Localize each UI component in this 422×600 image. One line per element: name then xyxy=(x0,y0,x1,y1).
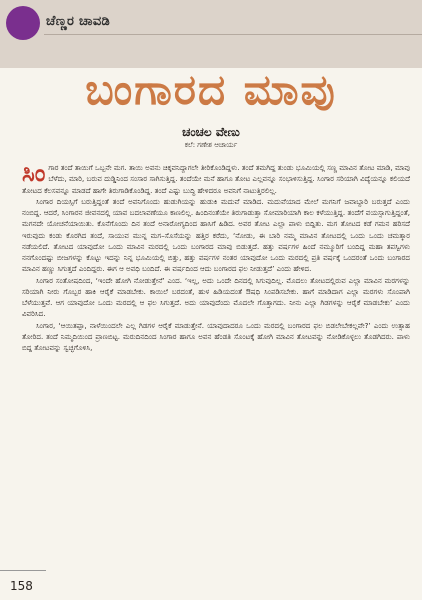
header-band xyxy=(0,0,422,68)
page-number: 158 xyxy=(10,579,33,593)
artist-credit: ಕಲೆ: ಗಣೇಶ ಆಚಾರ್ಯ xyxy=(184,141,238,149)
body-paragraph: ಸಿಂಗಾರ ದಿಯಸ್ಸಿಗೆ ಬರುತ್ತಿದ್ದಂತೆ ತಂದೆ ಅವನಿಗೊಂದು ಹುಡುಗಿಯನ್ನು ಹುಡುಕಿ ಮದುವೆ ಮಾಡಿದ. ಮದುವೆಯಾದ ಮೇಲೆ ಮಗನಿಗೆ ಜವಾಬ್ದಾರಿ ಬರುತ್ತದೆ ಎಂದು ನಂಬಿದ್ದ. ಆದರೆ, ಸಿಂಗಾರನ ಜೀವನದಲ್ಲಿ ಯಾವ ಬದಲಾವಣೆಯೂ ಕಾಣಲಿಲ್ಲ. ಹಿಂದಿನಂತೆಯೇ ತಿರುಗಾಡುತ್ತಾ ಸೋಮಾರಿಯಾಗಿ ಕಾಲ ಕಳೆಯುತ್ತಿದ್ದ. ತಂದೆಗೆ ವಯಸ್ಸಾಗುತ್ತಿದ್ದಂತೆ, ಮಗನದೇ ಯೋಚನೆಯಾಯಿತು. ಕೊನೆಗೊಂದು ದಿನ ತಂದೆ ಅನಾರೋಗ್ಯದಿಂದ ಹಾಸಿಗೆ ಹಿಡಿದ. ಅವರ ತೋಟ ಎಲ್ಲಾ ಪಾಳು ಬಿದ್ದಿತು. ಮಗ ತೋಟದ ಕಡೆ ಗಮನ ಹರಿಸದೆ ಇರುವುದು ಕಂಡು ಕೊರಗಿದ ತಂದೆ, ಸಾಯುವ ಮುನ್ನ ಮಗ–ಸೊಸೆಯನ್ನು ಹತ್ತಿರ ಕರೆದು, ‘ನೋಡು, ಈ ಬಾರಿ ನಮ್ಮ ಮಾವಿನ ತೋಟದಲ್ಲಿ ಒಂದು ಒಂದು ಚಮತ್ಕಾರ ನಡೆಯಲಿದೆ. ತೋಟದ ಯಾವುದೋ ಒಂದು ಮಾವಿನ ಮರದಲ್ಲಿ ಒಂದು ಬಂಗಾರದ ಮಾವು ಬಿಡುತ್ತದೆ. ಹತ್ತು ವರ್ಷಗಳ ಹಿಂದೆ ನಮ್ಮೂರಿಗೆ ಬಂದಿದ್ದ ಮಹಾ ತಪಸ್ವಿಗಳು ನನಗೊಂದಷ್ಟು ಬೀಜಗಳನ್ನು ಕೊಟ್ಟು ಇದನ್ನು ನಿನ್ನ ಭೂಮಿಯಲ್ಲಿ ಬಿತ್ತು, ಹತ್ತು ವರ್ಷಗಳ ನಂತರ ಯಾವುದೋ ಒಂದು ಮರದಲ್ಲಿ ಪ್ರತಿ ವರ್ಷಕ್ಕೆ ಒಂದರಂತೆ ಒಂದು ಬಂಗಾರದ ಮಾವಿನ ಹಣ್ಣು ಸಿಗುತ್ತದೆ ಎಂದಿದ್ದರು. ಈಗ ಆ ಅವಧಿ ಬಂದಿದೆ. ಈ ವರ್ಷದಿಂದ ಆದು ಬಂಗಾರದ ಫಲ ನೀಡುತ್ತದೆ’ ಎಂದು ಹೇಳಿದ. xyxy=(22,196,410,274)
drop-cap: ಸಿಂ xyxy=(22,162,46,187)
body-paragraph: ಸಿಂಗಾರ ಸಂತೋಷದಿಂದ, ‘ಇಂದೇ ಹೋಗಿ ನೋಡುತ್ತೇನೆ’ ಎಂದ. ‘ಇಲ್ಲ, ಅದು ಒಂದೇ ದಿನದಲ್ಲಿ ಸಿಗುವುದಿಲ್ಲ. ಮೊದಲು ತೋಟದಲ್ಲಿರುವ ಎಲ್ಲಾ ಮಾವಿನ ಮರಗಳನ್ನು ಸರಿಯಾಗಿ ನೀರು ಗೊಬ್ಬರ ಹಾಕಿ ಆರೈಕೆ ಮಾಡಬೇಕು. ಕಾಯಿಲೆ ಬರದಂತೆ, ಹುಳ ಹಿಡಿಯದಂತೆ ಔಷಧಿ ಸಿಂಪಡಿಸಬೇಕು. ಹಾಗೆ ಮಾಡಿದಾಗ ಎಲ್ಲಾ ಮರಗಳು ಸೊಂಪಾಗಿ ಬೆಳೆಯುತ್ತವೆ. ಆಗ ಯಾವುದೋ ಒಂದು ಮರದಲ್ಲಿ ಆ ಫಲ ಸಿಗುತ್ತದೆ. ಅದು ಯಾವುದೆಂದು ಮೊದಲೇ ಗೊತ್ತಾಗದು. ನೀನು ಎಲ್ಲಾ ಗಿಡಗಳನ್ನು ಆರೈಕೆ ಮಾಡಬೇಕು’ ಎಂದು ವಿವರಿಸಿದ. xyxy=(22,275,410,319)
paragraph-text: ಗಾರ ತಂದೆ ತಾಯಿಗೆ ಒಬ್ಬನೇ ಮಗ. ತಾಯಿ ಅವನು ಚಿಕ್ಕವನಿದ್ದಾಗಲೇ ತೀರಿಕೊಂಡಿದ್ದಳು. ತಂದೆ ತಮಗಿದ್ದ ತುಂಡು ಭೂಮಿಯಲ್ಲಿ ಸಣ್ಣ ಮಾವಿನ ತೋಟ ಮಾಡಿ, ಮಾವು ಬೆಳೆದು, ಮಾರಿ, ಬರುವ ದುಡ್ಡಿನಿಂದ ಸಂಸಾರ ಸಾಗಿಸುತ್ತಿದ್ದ. ತಂದೆಯೇ ಮನೆ ಹಾಗೂ ತೋಟ ಎಲ್ಲವನ್ನೂ ಸಂಭಾಳಿಸುತ್ತಿದ್ದ. ಸಿಂಗಾರ ಸರಿಯಾಗಿ ವಿದ್ಯೆಯನ್ನೂ ಕಲಿಯದೆ ತೋಟದ ಕೆಲಸವನ್ನೂ ಮಾಡದೆ ಹಾಗೇ ತಿರುಗಾಡಿಕೊಂಡಿದ್ದ. ತಂದೆ ಎಷ್ಟು ಬುದ್ಧಿ ಹೇಳಿದರೂ ಅವನಿಗೆ ನಾಟುತ್ತಿರಲಿಲ್ಲ. xyxy=(22,163,410,195)
author-name: ಚಂಚಲ ವೇಣು xyxy=(182,125,240,139)
body-paragraph xyxy=(22,162,410,196)
story-title: ಬಂಗಾರದ ಮಾವು xyxy=(85,65,337,114)
story-body xyxy=(22,162,410,560)
header-divider xyxy=(44,34,422,35)
footer-divider xyxy=(0,570,46,571)
section-accent-circle xyxy=(6,6,40,40)
section-label: ಚೆಣ್ಣರ ಚಾವಡಿ xyxy=(46,14,110,29)
body-paragraph: ಸಿಂಗಾರ, ‘ಆಯಿತಪ್ಪಾ, ನಾಳೆಯಿಂದಲೇ ಎಲ್ಲ ಗಿಡಗಳ ಆರೈಕೆ ಮಾಡುತ್ತೇನೆ. ಯಾವುದಾದರೂ ಒಂದು ಮರದಲ್ಲಿ ಬಂಗಾರದ ಫಲ ಬಿಡಲೇಬೇಕಲ್ಲವೇ?’ ಎಂದು ಉತ್ಸಾಹ ತೋರಿದ. ತಂದೆ ನಿಮ್ಮದಿಯಿಂದ ಪ್ರಾಣಬಿಟ್ಟ. ಮರುದಿನದಿಂದ ಸಿಂಗಾರ ಹಾಗೂ ಅವನ ಹೆಂಡತಿ ಸೊಂಟಕ್ಕೆ ಹೋಗಿ ಮಾವಿನ ತೋಟವನ್ನು ನೋಡಿಕೊಳ್ಳಲು ತೊಡಗಿದರು. ಪಾಳು ಬಿದ್ದ ತೋಟವನ್ನು ಸ್ವಚ್ಛಗೊಳಿಸಿ, xyxy=(22,320,410,352)
